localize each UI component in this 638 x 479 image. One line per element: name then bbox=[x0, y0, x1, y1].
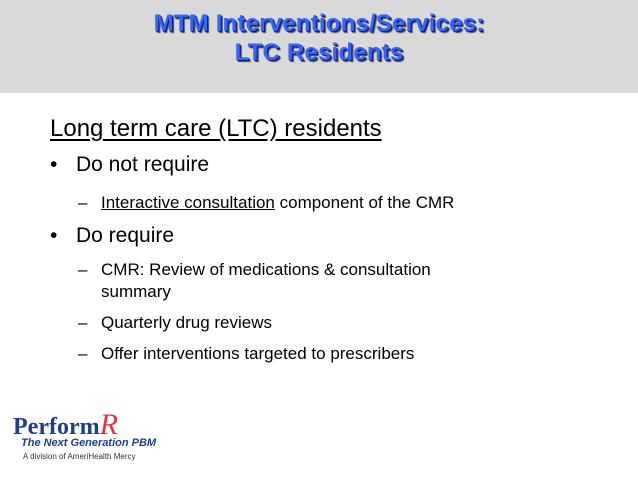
logo-main-text: Perform bbox=[13, 414, 100, 440]
subitem-text-line-1: CMR: Review of medications & consultation bbox=[101, 260, 431, 279]
slide-title-line-2: LTC Residents bbox=[234, 39, 404, 66]
logo-tagline: The Next Generation PBM bbox=[21, 437, 157, 449]
bullet-dot: • bbox=[50, 224, 58, 247]
bullet-text: Do not require bbox=[76, 153, 210, 176]
subitem-quarterly-reviews bbox=[78, 312, 598, 334]
performrx-logo bbox=[13, 408, 163, 468]
slide-title-line-1: MTM Interventions/Services: bbox=[153, 10, 485, 37]
subitem-text: Offer interventions targeted to prescribers bbox=[101, 344, 415, 363]
subitem-cmr-review bbox=[78, 259, 598, 303]
bullet-do-require bbox=[50, 224, 174, 248]
subitem-text: Quarterly drug reviews bbox=[101, 313, 273, 332]
dash-glyph: – bbox=[78, 313, 88, 332]
title-bar bbox=[0, 0, 638, 93]
subitem-text: component of the CMR bbox=[274, 193, 455, 212]
dash-glyph: – bbox=[78, 344, 88, 363]
subitem-interactive-consultation bbox=[78, 192, 598, 214]
dash-glyph: – bbox=[78, 260, 88, 279]
logo-subline: A division of AmeriHealth Mercy bbox=[23, 452, 136, 461]
subitem-offer-interventions bbox=[78, 343, 598, 365]
bullet-dot: • bbox=[50, 153, 58, 176]
logo-r-mark: R bbox=[99, 408, 118, 441]
bullet-text: Do require bbox=[76, 224, 175, 247]
underlined-term: Interactive consultation bbox=[101, 193, 275, 212]
bullet-do-not-require bbox=[50, 153, 209, 177]
section-heading: Long term care (LTC) residents bbox=[50, 115, 382, 142]
subitem-text-line-2: summary bbox=[101, 282, 171, 301]
dash-glyph: – bbox=[78, 193, 88, 212]
